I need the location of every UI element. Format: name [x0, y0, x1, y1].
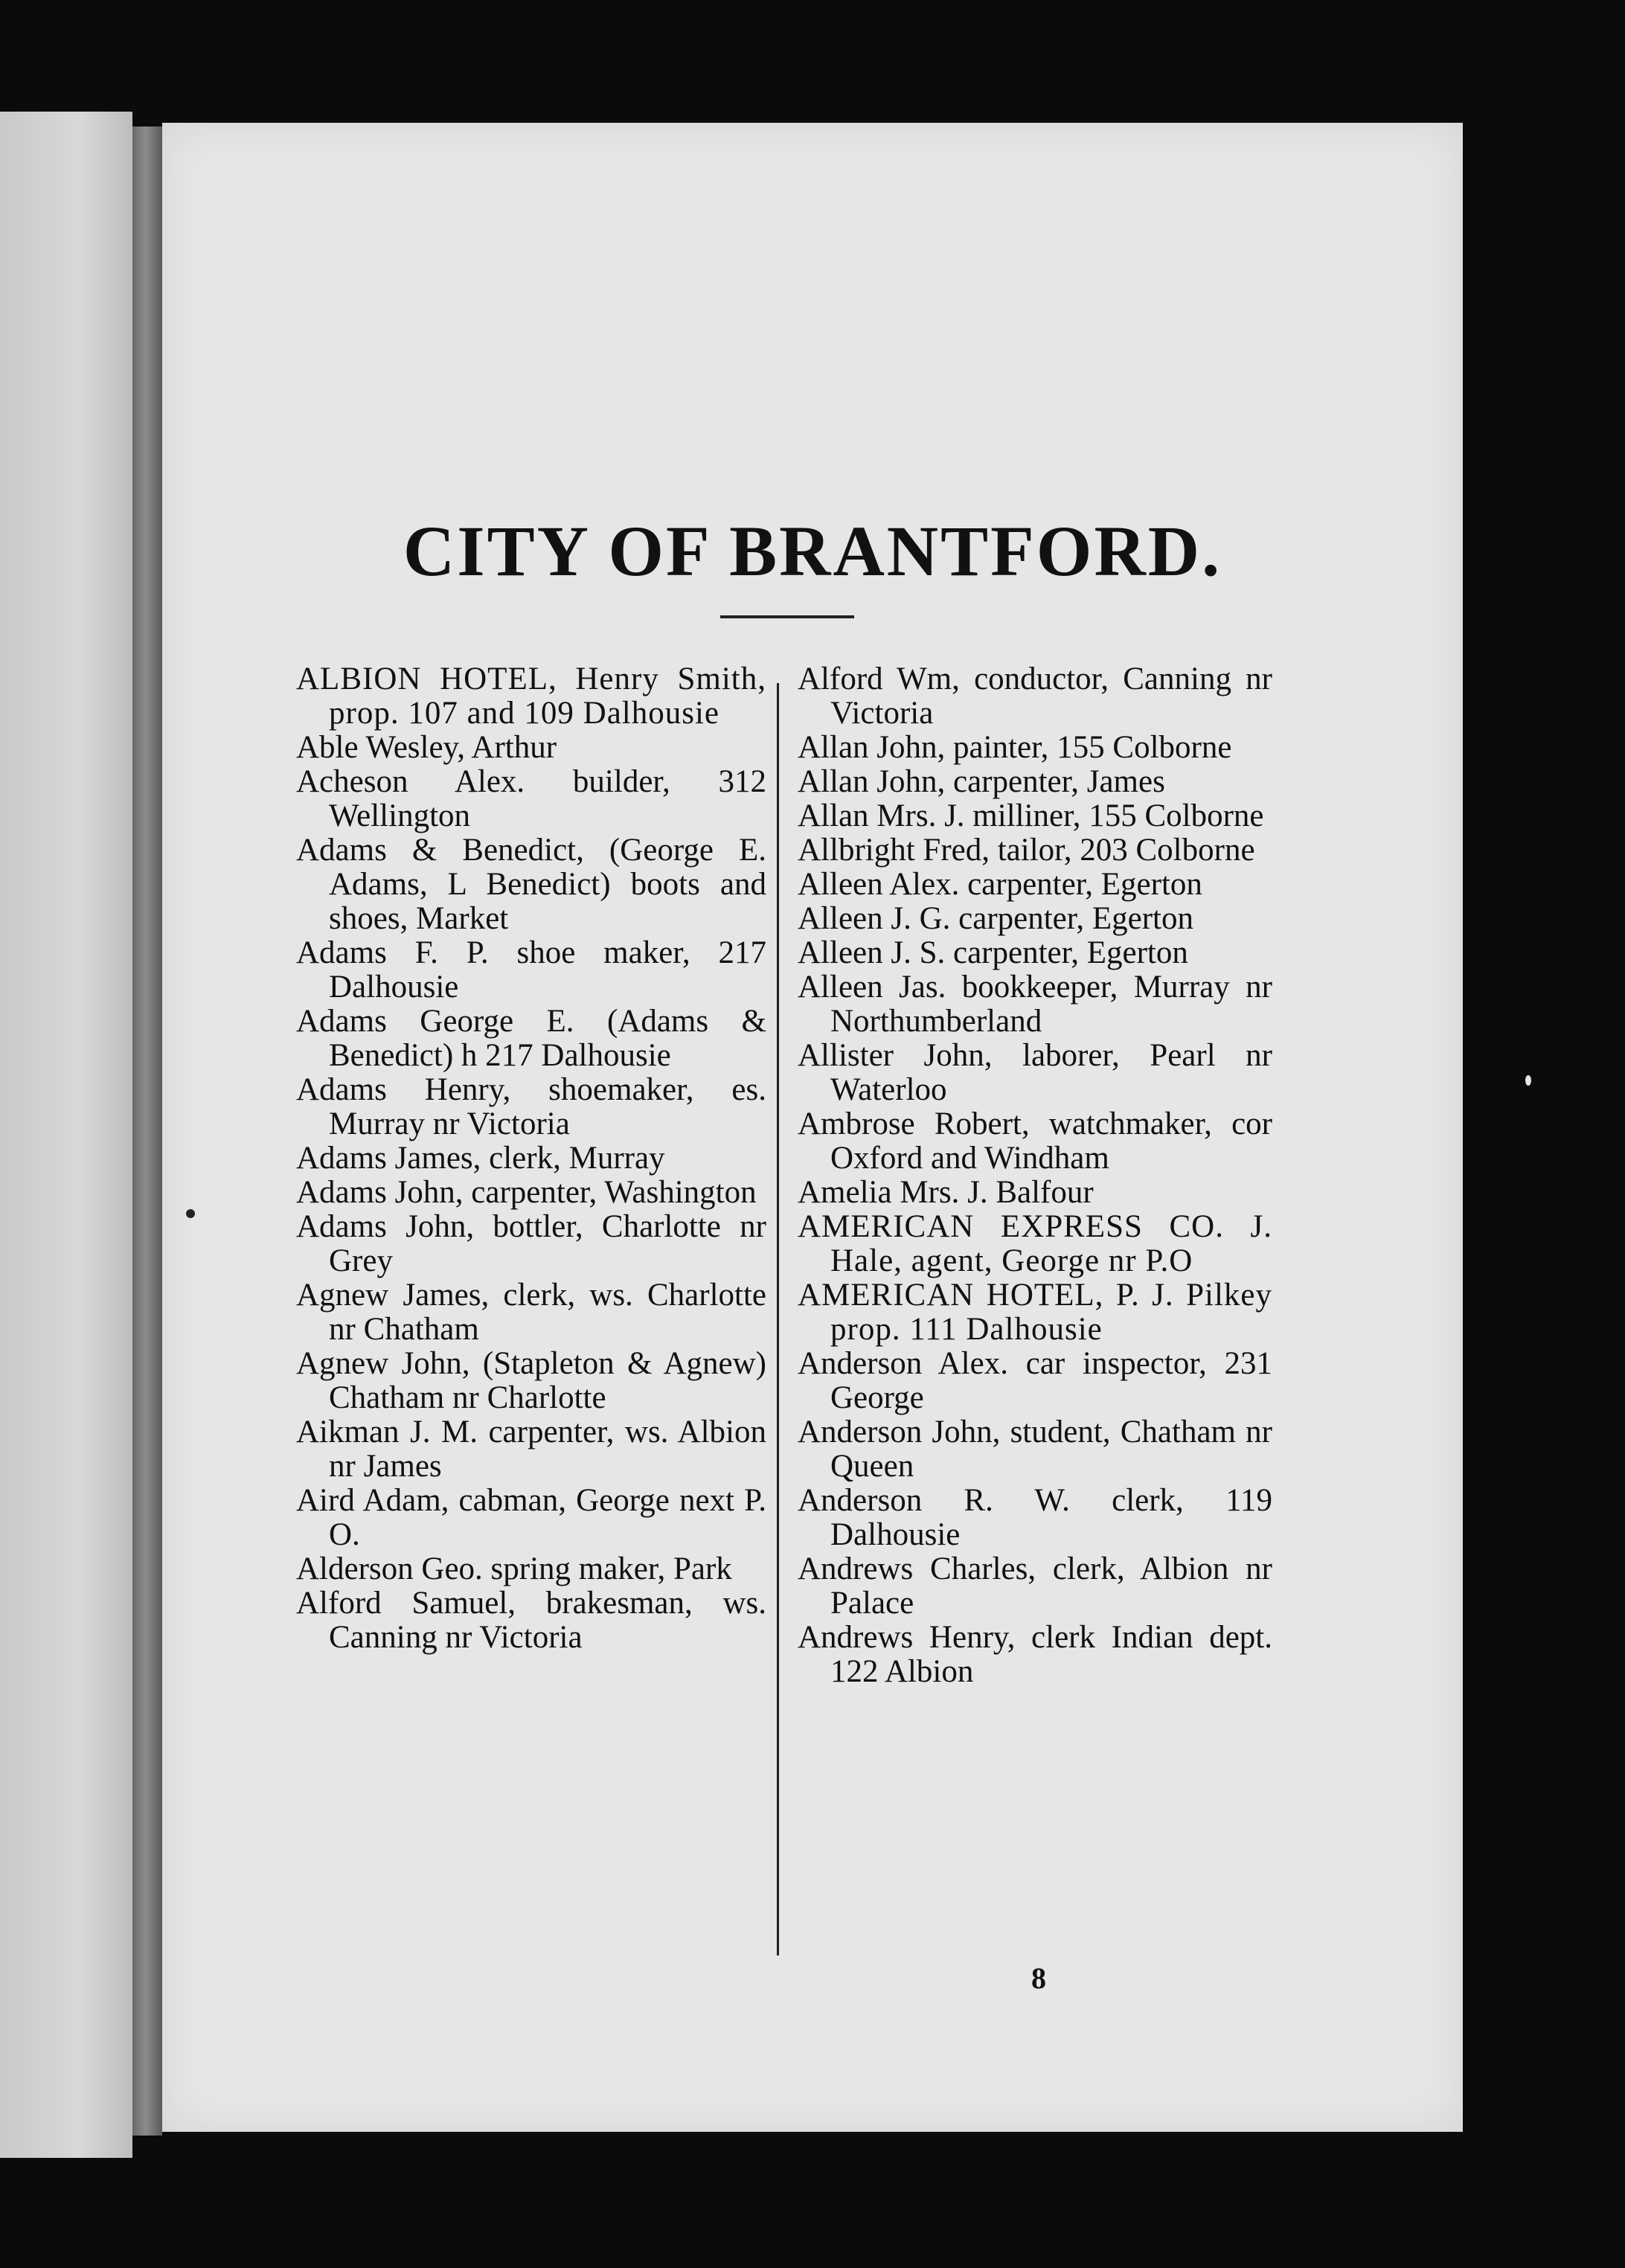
directory-entry: Able Wesley, Arthur	[296, 730, 557, 765]
dust-speck	[1525, 1075, 1531, 1086]
directory-entry: Amelia Mrs. J. Balfour	[798, 1175, 1094, 1210]
directory-entry: Allister John, laborer, Pearl nr Waterloo	[798, 1038, 1272, 1107]
directory-entry: Andrews Henry, clerk Indian dept. 122 Albion	[798, 1620, 1272, 1689]
directory-entry: Adams James, clerk, Murray	[296, 1141, 665, 1176]
directory-entry: Ambrose Robert, watchmaker, cor Oxford and Windham	[798, 1106, 1272, 1176]
directory-columns	[296, 662, 1457, 1987]
directory-entry: Allan Mrs. J. milliner, 155 Colborne	[798, 798, 1264, 833]
directory-entry: Adams F. P. shoe maker, 217 Dalhousie	[296, 935, 766, 1005]
directory-entry: Acheson Alex. builder, 312 Wellington	[296, 764, 766, 833]
directory-entry: AMERICAN EXPRESS CO. J. Hale, agent, George nr P.O	[798, 1209, 1272, 1278]
directory-entry: Adams Henry, shoemaker, es. Murray nr Victoria	[296, 1072, 766, 1141]
directory-entry: Allan John, painter, 155 Colborne	[798, 730, 1232, 765]
directory-entry: Alderson Geo. spring maker, Park	[296, 1551, 732, 1586]
directory-entry: Andrews Charles, clerk, Albion nr Palace	[798, 1551, 1272, 1621]
title-rule	[720, 615, 854, 618]
right-column	[789, 662, 1272, 1987]
book-spine	[132, 126, 162, 2136]
facing-page-edge	[0, 112, 132, 2158]
directory-entry: Anderson John, student, Chatham nr Queen	[798, 1415, 1272, 1484]
directory-entry: ALBION HOTEL, Henry Smith, prop. 107 and 109 Dalhousie	[296, 662, 766, 731]
directory-entry: Alleen J. G. carpenter, Egerton	[798, 901, 1193, 936]
directory-entry: Anderson Alex. car inspector, 231 George	[798, 1346, 1272, 1415]
left-column	[296, 662, 766, 1987]
directory-entry: Adams & Benedict, (George E. Adams, L Benedict) boots and shoes, Market	[296, 833, 766, 936]
directory-entry: Allbright Fred, tailor, 203 Colborne	[798, 833, 1255, 868]
directory-entry: AMERICAN HOTEL, P. J. Pilkey prop. 111 Dalhousie	[798, 1278, 1272, 1347]
directory-entry: Adams John, carpenter, Washington	[296, 1175, 757, 1210]
directory-entry: Alford Wm, conductor, Canning nr Victoria	[798, 662, 1272, 731]
directory-entry: Alleen Alex. carpenter, Egerton	[798, 867, 1202, 902]
directory-entry: Agnew James, clerk, ws. Charlotte nr Chatham	[296, 1278, 766, 1347]
directory-entry: Anderson R. W. clerk, 119 Dalhousie	[798, 1483, 1272, 1552]
column-divider	[777, 683, 779, 1955]
directory-entry: Allan John, carpenter, James	[798, 764, 1165, 799]
directory-entry: Adams John, bottler, Charlotte nr Grey	[296, 1209, 766, 1278]
directory-entry: Alleen J. S. carpenter, Egerton	[798, 935, 1188, 970]
dust-speck	[186, 1209, 195, 1218]
directory-entry: Aird Adam, cabman, George next P. O.	[296, 1483, 766, 1552]
directory-entry: Adams George E. (Adams & Benedict) h 217 Dalhousie	[296, 1004, 766, 1073]
directory-entry: Alford Samuel, brakesman, ws. Canning nr Victoria	[296, 1586, 766, 1655]
page-title: CITY OF BRANTFORD.	[403, 511, 1222, 591]
directory-page	[162, 123, 1463, 2132]
directory-entry: Agnew John, (Stapleton & Agnew) Chatham nr Charlotte	[296, 1346, 766, 1415]
directory-entry: Alleen Jas. bookkeeper, Murray nr Northumberland	[798, 970, 1272, 1039]
page-number: 8	[1031, 1961, 1046, 1995]
directory-entry: Aikman J. M. carpenter, ws. Albion nr James	[296, 1415, 766, 1484]
